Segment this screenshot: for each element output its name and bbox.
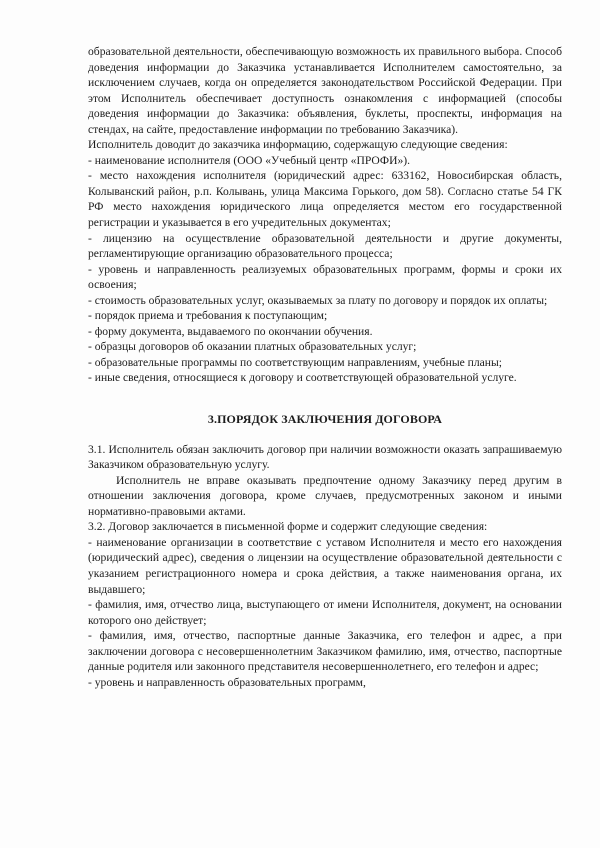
intro-paragraph-2: Исполнитель доводит до заказчика информацию, содержащую следующие сведения: (88, 138, 508, 152)
info-item-1: - наименование исполнителя (ООО «Учебный центр «ПРОФИ»). (88, 153, 411, 167)
info-item-4: - уровень и направленность реализуемых образовательных программ, формы и сроки их освоения; (88, 262, 562, 292)
info-item-8: - образцы договоров об оказании платных образовательных услуг; (88, 340, 417, 354)
info-item-7: - форму документа, выдаваемого по окончании обучения. (88, 324, 373, 338)
info-item-5: - стоимость образовательных услуг, оказываемых за плату по договору и порядок их оплаты; (88, 293, 548, 307)
info-item-6: - порядок приема и требования к поступающим; (88, 309, 328, 323)
contract-item-3: - фамилия, имя, отчество, паспортные данные Заказчика, его телефон и адрес, а при заключении договора с несовершеннолетним Заказчиком фамилию, имя, отчество, паспортные данные родителя или законного представителя несовершеннолетнего, его телефон и адрес; (88, 629, 562, 674)
intro-paragraph-1: образовательной деятельности, обеспечивающую возможность их правильного выбора. Способ доведения информации до Заказчика устанавливается Исполнителем самостоятельно, за исключением случаев, когда он определяется законодательством Российской Федерации. При этом Исполнитель обеспечивает доступность ознакомления с информацией (способы доведения информации до Заказчика: объявления, буклеты, проспекты, информация на стендах, на сайте, предоставление информации по требованию Заказчика). (88, 45, 562, 136)
info-item-3: - лицензию на осуществление образовательной деятельности и другие документы, регламентирующие организацию образовательного процесса; (88, 231, 562, 261)
clause-3-1-paragraph-2: Исполнитель не вправе оказывать предпочтение одному Заказчику перед другим в отношении заключения договора, кроме случаев, предусмотренных законом и иными нормативно-правовыми актами. (88, 473, 562, 518)
info-item-9: - образовательные программы по соответствующим направлениям, учебные планы; (88, 355, 503, 369)
contract-item-2: - фамилия, имя, отчество лица, выступающего от имени Исполнителя, документ, на основании которого оно действует; (88, 598, 562, 627)
contract-item-4: - уровень и направленность образовательных программ, (88, 675, 366, 689)
section-3-heading: 3.ПОРЯДОК ЗАКЛЮЧЕНИЯ ДОГОВОРА (207, 412, 443, 427)
clause-3-1: 3.1. Исполнитель обязан заключить договор при наличии возможности оказать запрашиваемую Заказчиком образовательную услугу. (88, 442, 562, 472)
clause-3-2: 3.2. Договор заключается в письменной форме и содержит следующие сведения: (88, 520, 488, 534)
info-item-2: - место нахождения исполнителя (юридический адрес: 633162, Новосибирская область, Колыванский район, р.п. Колывань, улица Максима Горького, дом 58). Согласно статье 54 ГК РФ место нахождения юридического лица определяется местом его государственной регистрации и указывается в его учредительных документах; (88, 169, 562, 230)
contract-item-1: - наименование организации в соответствие с уставом Исполнителя и место его нахождения (юридический адрес), сведения о лицензии на осуществление образовательной деятельности с указанием регистрационного номера и срока действия, а также наименования органа, их выдавшего; (88, 535, 562, 596)
info-item-10: - иные сведения, относящиеся к договору и соответствующей образовательной услуге. (88, 371, 517, 385)
